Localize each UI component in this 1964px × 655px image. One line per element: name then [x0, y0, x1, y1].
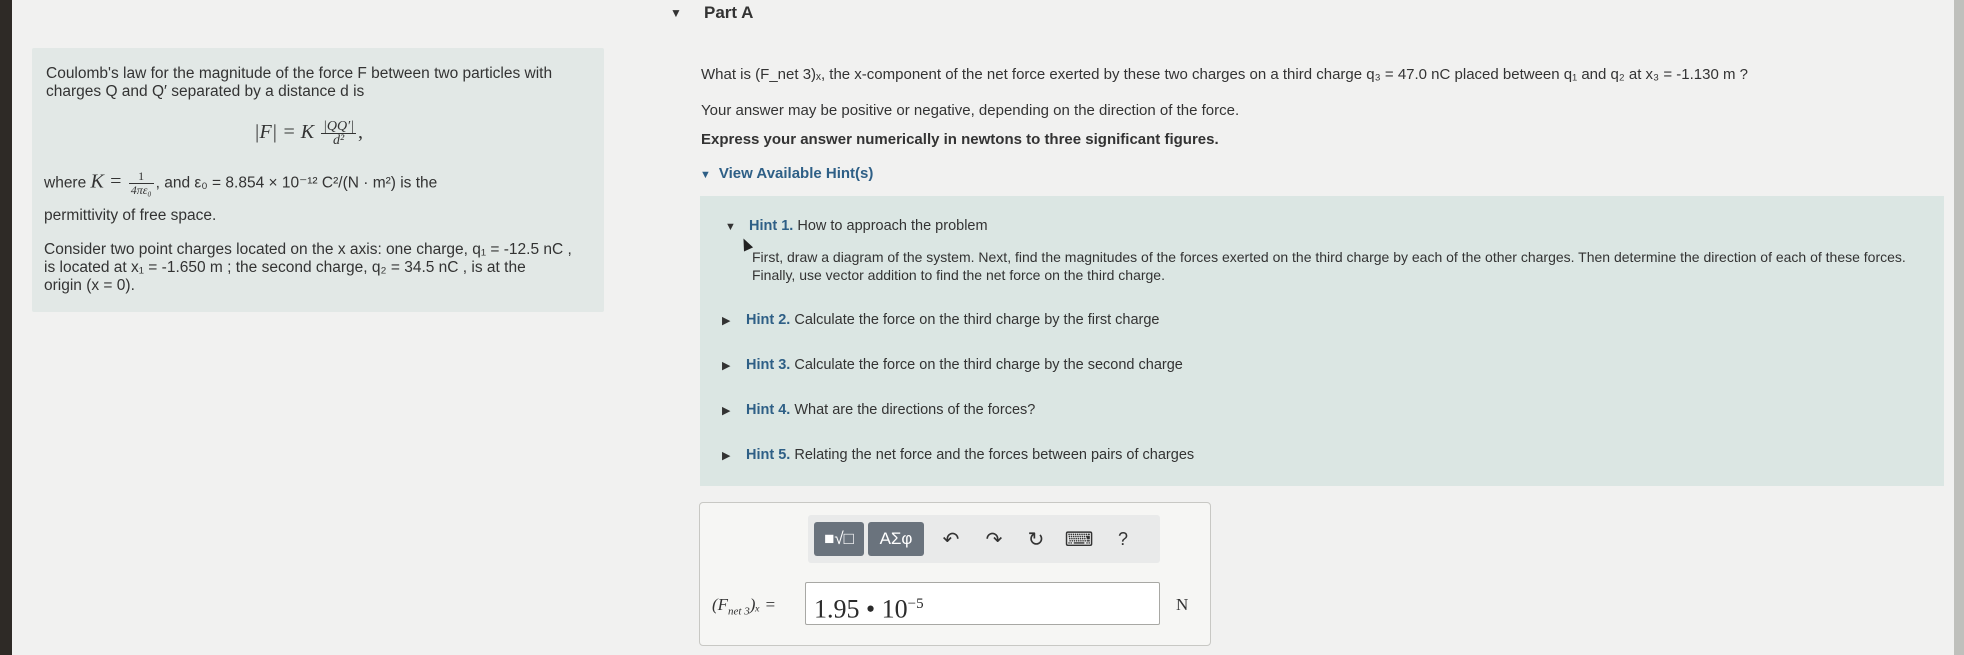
- hint-2-number: Hint 2.: [746, 312, 791, 328]
- hint-3-title: Calculate the force on the third charge by the second charge: [794, 357, 1183, 373]
- answer-instruction: Express your answer numerically in newtons to three significant figures.: [701, 131, 1219, 148]
- hint-3-caret-icon: ▶: [722, 360, 731, 372]
- hint-5-number: Hint 5.: [746, 447, 791, 463]
- answer-label-sub: net 3: [728, 605, 750, 618]
- hint-1-body: First, draw a diagram of the system. Next, find the magnitudes of the forces exerted on the third charge by each of the other charges. Then determine the direction of each of these forces. Finally, use vector addition to find the net force on the third charge.: [752, 249, 1906, 283]
- window-left-edge: [0, 0, 12, 655]
- coulomb-formula: |F| = K $\frac{|QQ'|}{\text{d²}}$ ,: [254, 119, 364, 148]
- answer-label-tail: )ₓ =: [749, 595, 776, 614]
- part-a-title[interactable]: Part A: [704, 3, 754, 22]
- redo-icon[interactable]: ↷: [985, 528, 1003, 551]
- formula-numerator: |QQ′|: [323, 119, 355, 134]
- keyboard-icon[interactable]: ⌨: [1064, 528, 1094, 551]
- hint-5-title: Relating the net force and the forces between pairs of charges: [794, 447, 1195, 463]
- intro-line-1: Coulomb's law for the magnitude of the force F between two particles with: [46, 65, 553, 82]
- hints-panel: [700, 196, 1944, 486]
- answer-input[interactable]: [805, 582, 1160, 625]
- k-denominator: 4πε₀: [130, 183, 152, 197]
- consider-line-3: origin (x = 0).: [44, 277, 135, 294]
- answer-label: [712, 595, 776, 617]
- consider-line-1: Consider two point charges located on the x axis: one charge, q₁ = -12.5 nC ,: [44, 241, 572, 258]
- answer-exponent: −5: [907, 596, 924, 612]
- reset-icon[interactable]: ↻: [1027, 528, 1045, 551]
- hint-4-number: Hint 4.: [746, 402, 791, 418]
- k-definition: [44, 170, 437, 197]
- part-a-caret-icon[interactable]: ▼: [670, 6, 682, 20]
- undo-icon[interactable]: ↶: [942, 528, 960, 551]
- hint-4-caret-icon: ▶: [722, 405, 731, 417]
- epsilon-definition: , and ε₀ = 8.854 × 10⁻¹² C²/(N · m²) is the: [155, 174, 438, 192]
- answer-label-main: (F: [712, 595, 729, 614]
- template-button[interactable]: ■√□: [814, 522, 864, 556]
- k-symbol: K =: [90, 170, 123, 193]
- hint-3[interactable]: [722, 357, 1183, 373]
- hint-2-caret-icon: ▶: [722, 315, 731, 327]
- hint-5[interactable]: [722, 447, 1194, 463]
- view-hints-toggle[interactable]: [700, 165, 873, 182]
- k-fraction: [129, 170, 154, 197]
- intro-panel: [32, 48, 604, 312]
- where-word: where: [44, 174, 87, 192]
- eps-line-2: permittivity of free space.: [44, 207, 217, 224]
- formula-lhs: |F| = K: [254, 121, 315, 144]
- hint-3-number: Hint 3.: [746, 357, 791, 373]
- k-numerator: 1: [129, 170, 154, 184]
- view-hints-label: View Available Hint(s): [718, 165, 874, 182]
- answer-unit: N: [1176, 595, 1189, 614]
- hint-4-title: What are the directions of the forces?: [794, 402, 1036, 418]
- hints-caret-icon: ▼: [700, 169, 711, 181]
- answer-note: Your answer may be positive or negative, depending on the direction of the force.: [701, 102, 1240, 119]
- hint-2[interactable]: [722, 312, 1159, 328]
- question-text: What is (F_net 3)ₓ, the x-component of the net force exerted by these two charges on a third charge q₃ = 47.0 nC placed between q₁ and q₂ at x₃ = -1.130 m ?: [701, 66, 1748, 83]
- hint-1-title: How to approach the problem: [797, 218, 988, 234]
- consider-line-2: is located at x₁ = -1.650 m ; the second charge, q₂ = 34.5 nC , is at the: [44, 259, 526, 276]
- answer-box: [699, 502, 1211, 646]
- hint-1[interactable]: [725, 218, 988, 234]
- formula-fraction: [321, 120, 356, 147]
- math-toolbar: [808, 515, 1160, 563]
- window-right-edge: [1954, 0, 1964, 655]
- formula-denominator: d²: [332, 133, 345, 148]
- hint-5-caret-icon: ▶: [722, 450, 731, 462]
- hint-1-number: Hint 1.: [749, 218, 794, 234]
- answer-mantissa: 1.95 • 10: [814, 594, 908, 624]
- hint-2-title: Calculate the force on the third charge by the first charge: [794, 312, 1160, 328]
- greek-symbols-button[interactable]: ΑΣφ: [868, 522, 924, 556]
- help-icon[interactable]: ?: [1117, 528, 1128, 549]
- hint-4[interactable]: [722, 402, 1035, 418]
- hint-1-caret-icon: ▼: [725, 221, 736, 233]
- intro-line-2: charges Q and Q′ separated by a distance d is: [46, 83, 365, 100]
